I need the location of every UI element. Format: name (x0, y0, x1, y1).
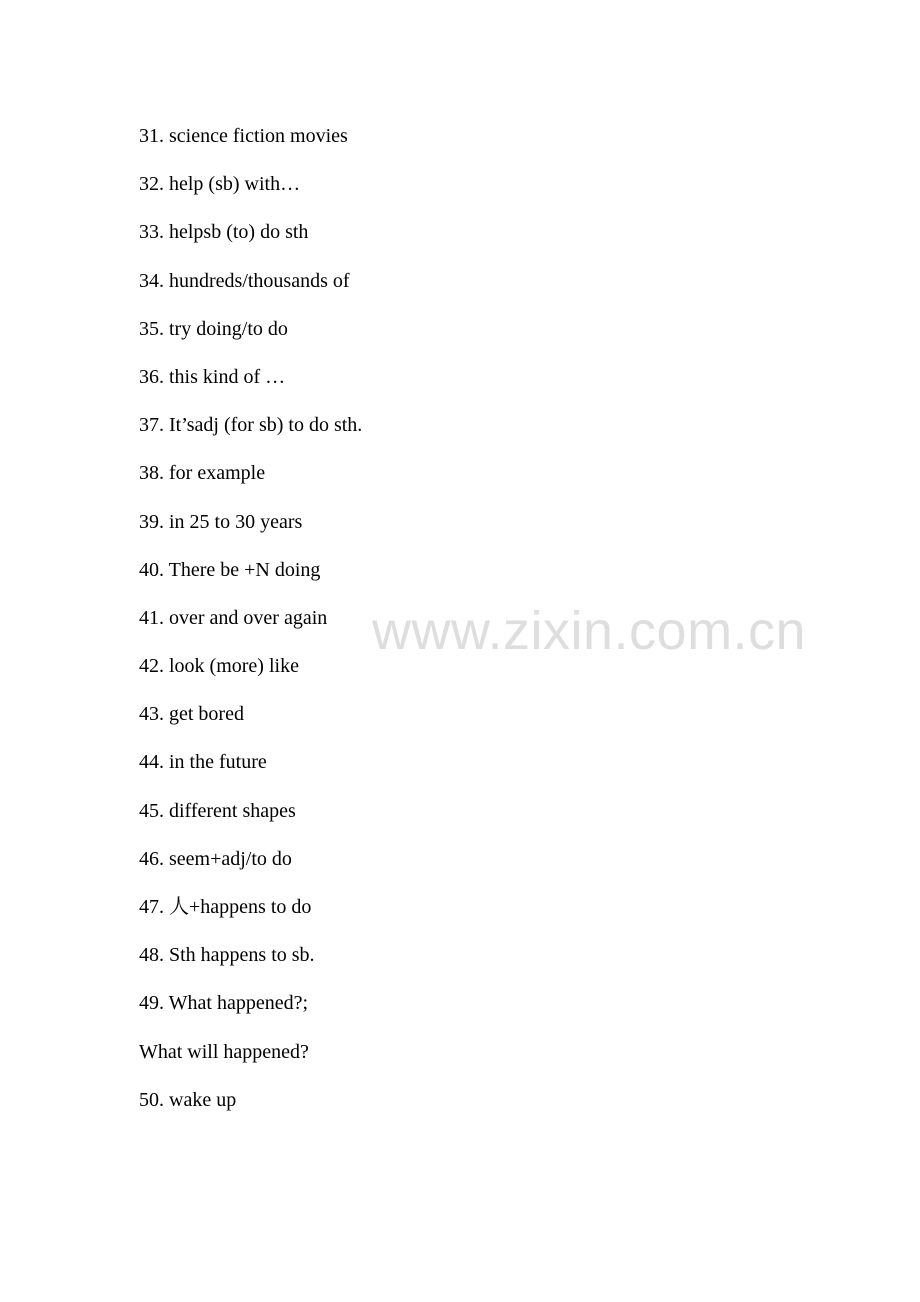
list-item: 31. science fiction movies (139, 125, 348, 147)
list-item: 38. for example (139, 462, 266, 485)
list-item: 36. this kind of … (139, 365, 286, 388)
list-item: 45. different shapes (139, 799, 296, 822)
list-item: 32. help (sb) with… (139, 173, 301, 196)
list-item: 43. get bored (139, 703, 244, 726)
list-item: What will happened? (139, 1040, 309, 1063)
watermark: www.zixin.com.cn (372, 601, 807, 661)
list-item: 39. in 25 to 30 years (139, 510, 303, 533)
list-item: 49. What happened?; (139, 992, 309, 1015)
list-item: 46. seem+adj/to do (139, 847, 292, 870)
phrase-list (139, 122, 362, 1134)
list-item: 50. wake up (139, 1088, 237, 1111)
list-item: 48. Sth happens to sb. (139, 944, 315, 967)
list-item: 44. in the future (139, 751, 267, 774)
list-item: 40. There be +N doing (139, 558, 321, 581)
list-item: 37. It’sadj (for sb) to do sth. (139, 414, 363, 437)
list-item: 42. look (more) like (139, 655, 299, 678)
list-item: 47. 人+happens to do (139, 896, 312, 918)
list-item: 33. helpsb (to) do sth (139, 221, 309, 244)
list-item: 34. hundreds/thousands of (139, 269, 350, 292)
list-item: 35. try doing/to do (139, 317, 288, 340)
list-item: 41. over and over again (139, 606, 328, 629)
